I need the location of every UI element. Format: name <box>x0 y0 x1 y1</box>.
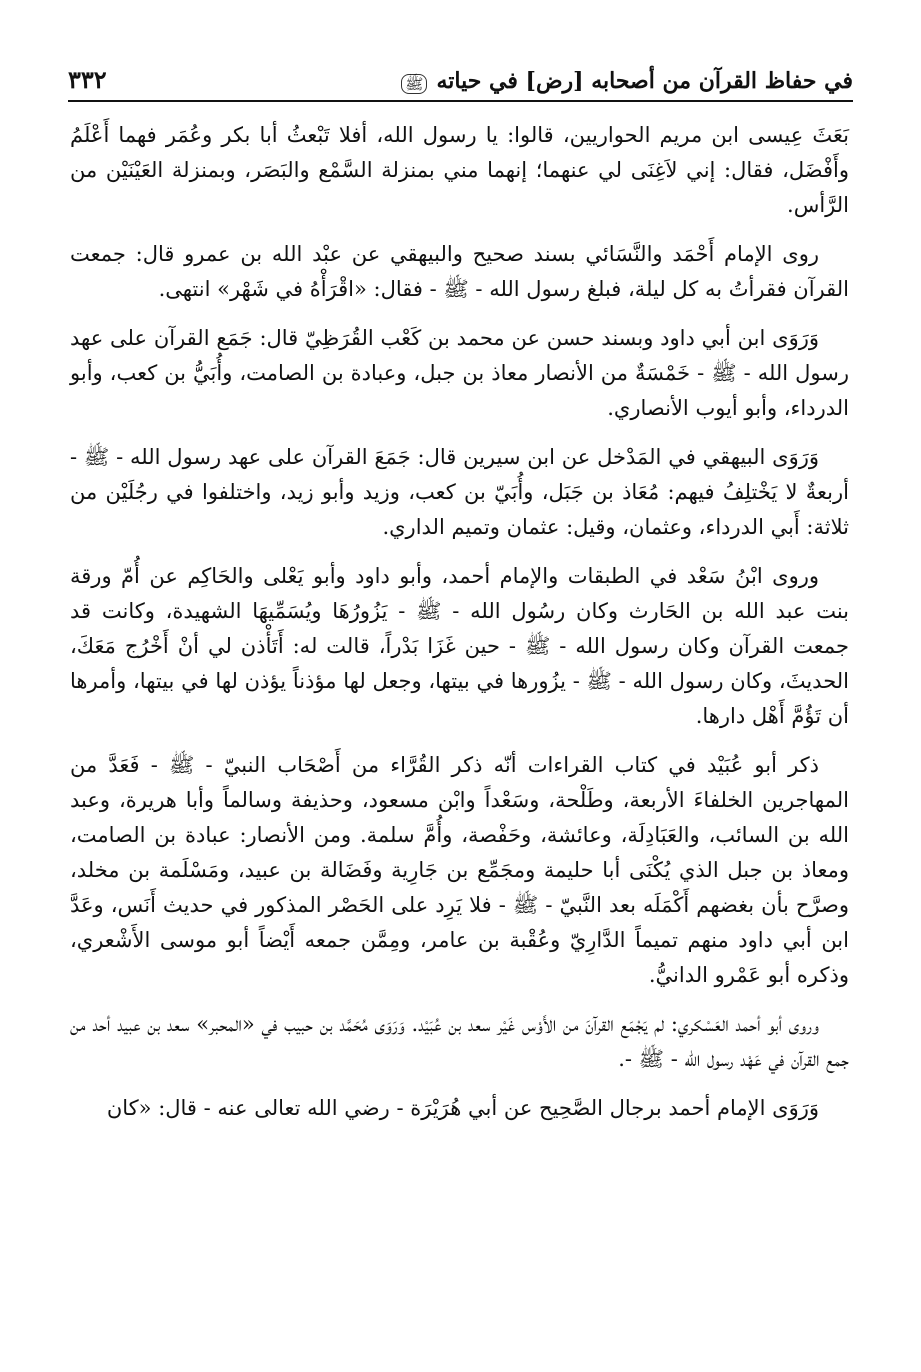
running-title: في حفاظ القرآن من أصحابه [رض] في حياته <box>436 68 853 94</box>
main-text <box>70 118 849 1140</box>
honorific-mark: ﷺ <box>401 74 427 94</box>
paragraph-5: وروى ابْنُ سَعْد في الطبقات والإمام أحمد، وأبو داود وأبو يَعْلى والحَاكِم عن أُمّ ورقة بنت عبد الله بن الحَارث وكان رسُول الله - ﷺ - يَزُورُهَا ويُسَمِّيهَا الشهيدة، وكانت قد جمعت القرآن وكان رسول الله - ﷺ - حين غَزَا بَدْراً، قالت له: أَتَأْذن لي أنْ أَخْرُج مَعَكَ، الحديثَ، وكان رسول الله - ﷺ - يزُورها في بيتها، وجعل لها مؤذناً يؤذن لها في بيتها، وأمرها أن تَؤُمَّ أَهْل دارها. <box>70 564 849 728</box>
paragraph-1: بَعَثَ عِيسى ابن مريم الحواريين، قالوا: يا رسول الله، أفلا تَبْعثُ أبا بكر وعُمَر فهما أَعْلَمُ وأَفْضَل، فقال: إني لاَغِنَى لي عنهما؛ إنهما مني بمنزلة السَّمْع والبَصَر، وبمنزلة العَيْنَيْن من الرَّأس. <box>70 123 849 217</box>
header-title-group <box>397 68 853 94</box>
paragraph-3: وَرَوَى ابن أبي داود وبسند حسن عن محمد بن كَعْب القُرَظِيّ قال: جَمَع القرآن على عهد رسول الله - ﷺ - خَمْسَةٌ من الأنصار معاذ بن جبل، وعبادة بن الصامت، وأُبَيُّ بن كعب، وأبو الدرداء، وأبو أيوب الأنصاري. <box>70 326 849 420</box>
running-header <box>68 58 853 102</box>
paragraph-8: وَرَوَى الإمام أحمد برجال الصَّحِيح عن أبي هُرَيْرَة - رضي الله تعالى عنه - قال: «كان <box>106 1096 819 1120</box>
paragraph-6: ذكر أبو عُبَيْد في كتاب القراءات أنّه ذكر القُرَّاء من أَصْحَاب النبيّ - ﷺ - فَعَدَّ من المهاجرين الخلفاءَ الأربعة، وطَلْحة، وسَعْداً وابْن مسعود، وحذيفة وسالماً وأبا هريرة، وعبد الله بن السائب، والعَبَادِلَة، وعائشة، وحَفْصة، وأُمَّ سلمة. ومن الأنصار: عبادة بن الصامت، ومعاذ بن جبل الذي يُكْنَى أبا حليمة ومجَمِّع بن جَارِية وفَضَالة بن عبيد، ومَسْلَمة بن مخلد، وصرَّح بأن بغضهم أَكْمَلَه بعد النَّبيّ - ﷺ - فلا يَرِد على الحَصْر المذكور في حديث أَنَس، وعَدَّ ابن أبي داود منهم تميماً الدَّارِيّ وعُقْبة بن عامر، ومِمَّن جمعه أَيْضاً أبو موسى الأَشْعري، وذكره أبو عَمْرو الدانيُّ. <box>70 753 849 987</box>
paragraph-4: وَرَوَى البيهقي في المَدْخل عن ابن سيرين قال: جَمَعَ القرآن على عهد رسول الله - ﷺ - أربعةٌ لا يَخْتلِفُ فيهم: مُعَاذ بن جَبَل، وأُبَيّ بن كعب، وزيد وأبو زيد، واختلفوا في رجُلَيْن من ثلاثة: أَبي الدرداء، وعثمان، وقيل: عثمان وتميم الداري. <box>70 445 849 539</box>
paragraph-2: روى الإمام أَحْمَد والنَّسَائي بسند صحيح والبيهقي عن عبْد الله بن عمرو قال: جمعت القرآن فقرأتُ به كل ليلة، فبلغ رسول الله - ﷺ - فقال: «اقْرَأْهُ في شَهْر» انتهى. <box>70 242 849 301</box>
paragraph-7: وروى أبو أحمد العَسْكري: لم يَجْمَع القرآنَ من الأَوْس غَيْر سعد بن عُبَيْد. وَرَوَى مُحَمَّد بن حبيب في «المحبر» سعد بن عبيد أحد من جمع القرآن في عَهْد رسول الله - ﷺ -. <box>70 1012 849 1071</box>
page-number: ٣٣٢ <box>68 65 107 94</box>
